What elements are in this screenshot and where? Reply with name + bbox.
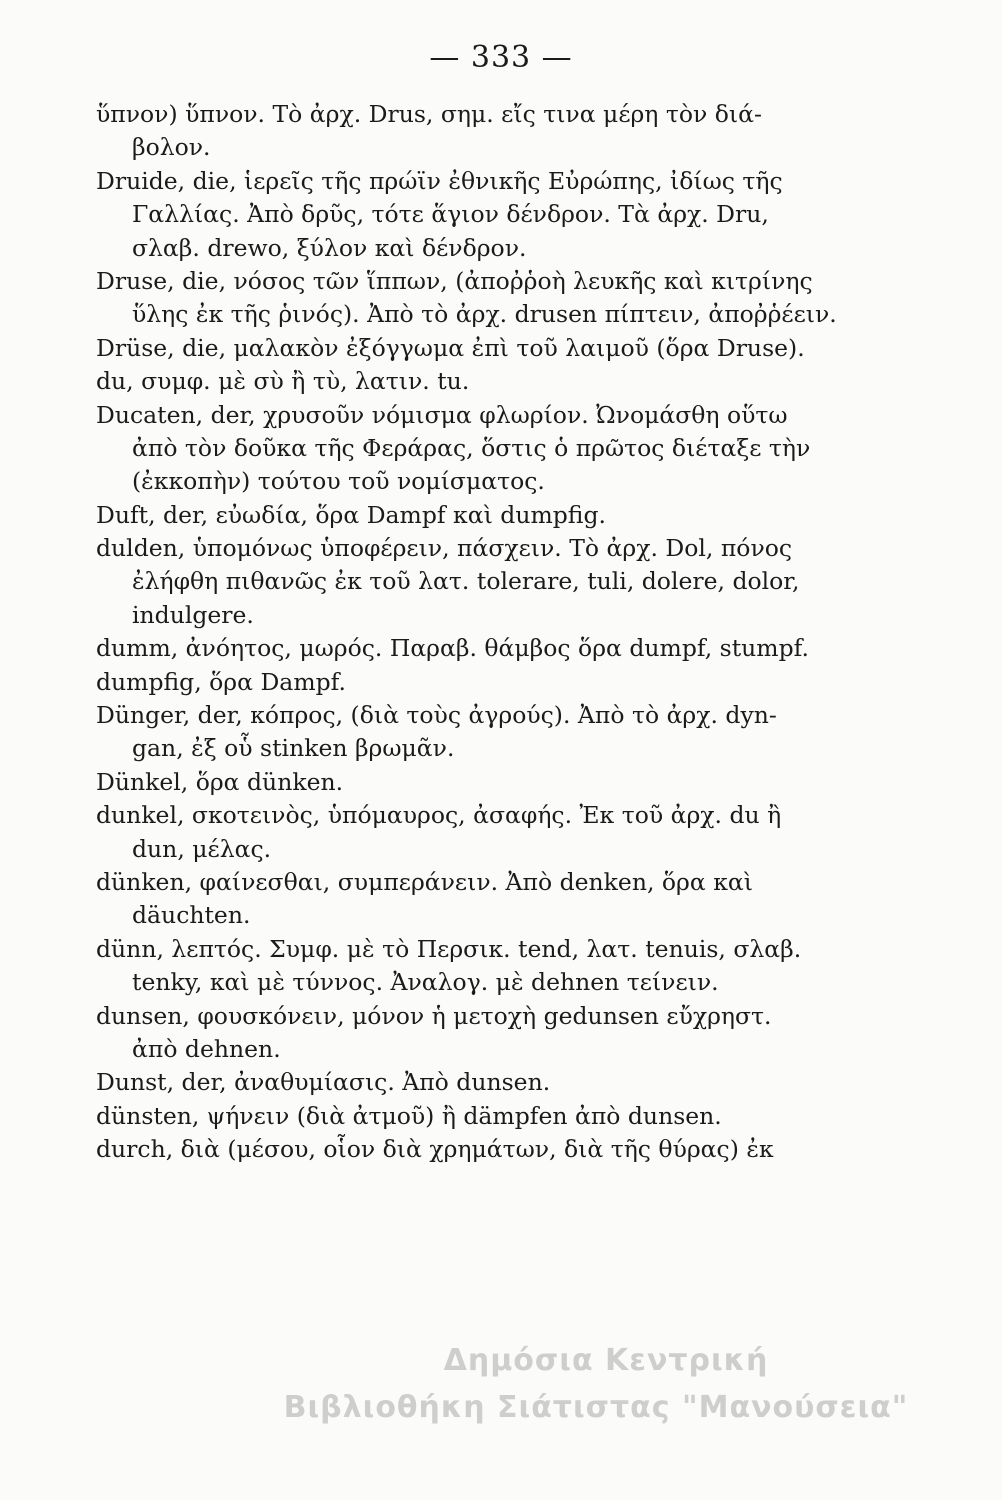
entry-continuation-line: tenky, καὶ μὲ τύννος. Ἀναλογ. μὲ dehnen τείνειν. — [132, 968, 719, 997]
dictionary-entry — [96, 365, 820, 398]
dictionary-entry — [96, 632, 820, 665]
dictionary-entry — [96, 1100, 820, 1133]
entry-continuation-line: gan, ἐξ οὗ stinken βρωμᾶν. — [132, 734, 455, 763]
entry-headline: dumm, ἀνόητος, μωρός. Παραβ. θάμβος ὅρα dumpf, stumpf. — [96, 634, 809, 663]
entry-headline: ὕπνον) ὕπνον. Τὸ ἀρχ. Drus, σημ. εἴς τινα μέρη τὸν διά- — [96, 100, 762, 128]
dictionary-entries — [96, 98, 837, 1167]
entry-headline: Druide, die, ἱερεῖς τῆς πρώϊν ἐθνικῆς Εὐρώπης, ἰδίως τῆς — [96, 166, 783, 195]
entry-continuation-line: ὕλης ἐκ τῆς ῥινός). Ἀπὸ τὸ ἀρχ. drusen πίπτειν, ἀποῤῥέειν. — [132, 300, 837, 329]
dictionary-entry — [96, 866, 820, 933]
entry-continuation-line: ἀπὸ τὸν δοῦκα τῆς Φεράρας, ὅστις ὁ πρῶτος διέταξε τὴν — [132, 433, 811, 462]
entry-headline: dulden, ὑπομόνως ὑποφέρειν, πάσχειν. Τὸ ἀρχ. Dol, πόνος — [96, 534, 793, 563]
library-watermark-line-2: Βιβλιοθήκη Σιάτιστας "Μανούσεια" — [283, 1390, 909, 1425]
entry-headline: Druse, die, νόσος τῶν ἵππων, (ἀποῤῥοὴ λευκῆς καὶ κιτρίνης — [96, 266, 813, 295]
entry-continuation-line: Γαλλίας. Ἀπὸ δρῦς, τότε ἅγιον δένδρον. Τὰ ἀρχ. Dru, — [132, 200, 769, 229]
dictionary-entry — [96, 399, 820, 499]
entry-headline: dünken, φαίνεσθαι, συμπεράνειν. Ἀπὸ denken, ὅρα καὶ — [96, 867, 753, 896]
entry-headline: Drüse, die, μαλακὸν ἐξόγγωμα ἐπὶ τοῦ λαιμοῦ (ὅρα Druse). — [96, 333, 805, 362]
entry-continuation-line: ἐλήφθη πιθανῶς ἐκ τοῦ λατ. tolerare, tuli, dolere, dolor, — [132, 567, 800, 596]
entry-headline: dunsen, φουσκόνειν, μόνον ἡ μετοχὴ gedunsen εὔχρηστ. — [96, 1001, 772, 1030]
library-watermark-line-1: Δημόσια Κεντρική — [443, 1343, 769, 1378]
dictionary-entry — [96, 532, 820, 632]
dictionary-entry — [96, 666, 820, 699]
dictionary-entry — [96, 499, 820, 532]
dictionary-entry — [96, 165, 820, 265]
entry-headline: dunkel, σκοτεινὸς, ὑπόμαυρος, ἀσαφής. Ἐκ τοῦ ἀρχ. du ἢ — [96, 801, 782, 830]
dictionary-entry — [96, 1133, 820, 1166]
entry-headline: Duft, der, εὐωδία, ὅρα Dampf καὶ dumpfig. — [96, 500, 606, 529]
dictionary-entry — [96, 332, 820, 365]
entry-headline: durch, διὰ (μέσου, οἷον διὰ χρημάτων, διὰ τῆς θύρας) ἐκ — [96, 1135, 774, 1164]
entry-continuation-line: dun, μέλας. — [132, 834, 272, 863]
dictionary-entry — [96, 766, 820, 799]
dictionary-entry — [96, 699, 820, 766]
dictionary-entry — [96, 933, 820, 1000]
entry-continuation-line: σλαβ. drewo, ξύλον καὶ δένδρον. — [132, 233, 527, 262]
entry-continuation-line: däuchten. — [132, 901, 251, 930]
entry-headline: Dünkel, ὅρα dünken. — [96, 767, 344, 796]
dictionary-entry — [96, 799, 820, 866]
entry-headline: dünn, λεπτός. Συμφ. μὲ τὸ Περσικ. tend, λατ. tenuis, σλαβ. — [96, 934, 802, 963]
dictionary-entry — [96, 1000, 820, 1067]
entry-headline: Ducaten, der, χρυσοῦν νόμισμα φλωρίον. Ὠνομάσθη οὕτω — [96, 400, 788, 429]
dictionary-entry — [96, 265, 837, 332]
entry-continuation-line: βολον. — [132, 133, 211, 162]
entry-headline: dumpfig, ὅρα Dampf. — [96, 667, 346, 696]
dictionary-entry — [96, 98, 820, 165]
page-number: — 333 — — [429, 40, 573, 75]
entry-headline: dünsten, ψήνειν (διὰ ἀτμοῦ) ἢ dämpfen ἀπὸ dunsen. — [96, 1101, 722, 1130]
entry-headline: du, συμφ. μὲ σὺ ἢ τὺ, λατιν. tu. — [96, 367, 470, 396]
entry-headline: Dunst, der, ἀναθυμίασις. Ἀπὸ dunsen. — [96, 1068, 551, 1097]
entry-headline: Dünger, der, κόπρος, (διὰ τοὺς ἀγρούς). Ἀπὸ τὸ ἀρχ. dyn- — [96, 701, 777, 730]
entry-continuation-line: ἀπὸ dehnen. — [132, 1034, 281, 1063]
dictionary-entry — [96, 1066, 820, 1099]
entry-continuation-line: indulgere. — [132, 600, 254, 629]
entry-continuation-line: (ἐκκοπὴν) τούτου τοῦ νομίσματος. — [132, 467, 545, 496]
